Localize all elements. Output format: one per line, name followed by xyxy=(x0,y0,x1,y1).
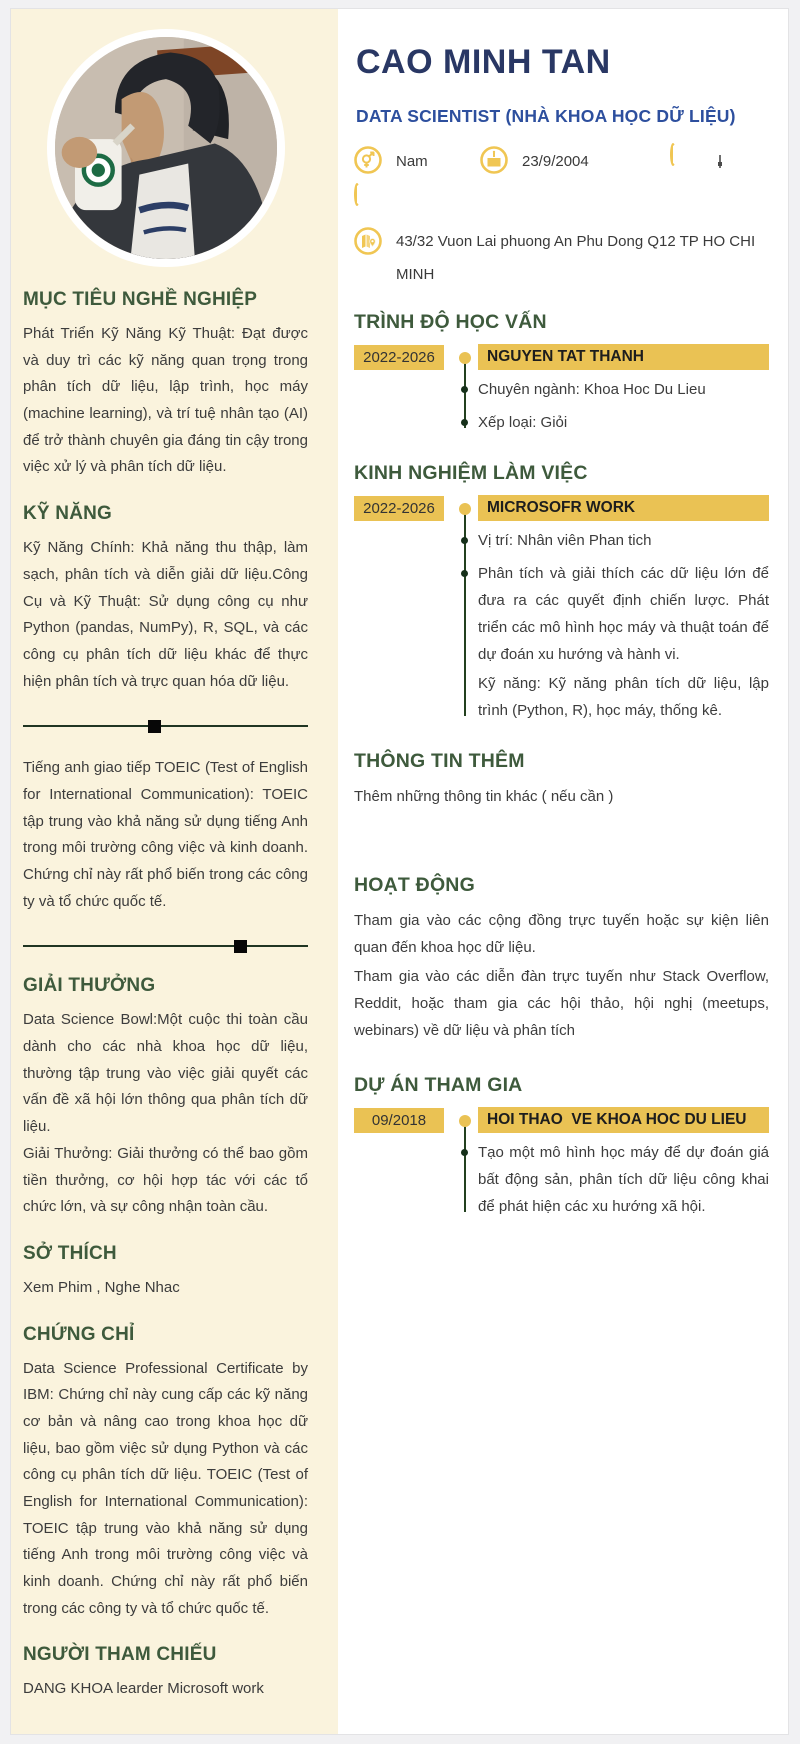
additional-body: Thêm những thông tin khác ( nếu cần ) xyxy=(354,788,614,805)
birthday-cake-icon xyxy=(480,146,508,174)
section-references xyxy=(23,1644,308,1703)
experience-title: KINH NGHIỆM LÀM VIỆC xyxy=(354,462,588,484)
divider-line xyxy=(23,945,234,947)
info-row-2 xyxy=(354,185,769,215)
awards-body-1: Data Science Bowl:Một cuộc thi toàn cầu dành cho các nhà khoa học dữ liệu, thường tập trung vào việc giải quyết các vấn đề xã hội lớn thông qua phân tích dữ liệu. xyxy=(23,1011,308,1136)
address-value: 43/32 Vuon Lai phuong An Phu Dong Q12 TP HO CHI MINH xyxy=(396,233,756,283)
spinner-icon xyxy=(354,186,382,214)
project-entry xyxy=(354,1107,769,1220)
section-hobbies xyxy=(23,1243,308,1302)
project-period-badge: 09/2018 xyxy=(354,1108,444,1133)
job-title: DATA SCIENTIST (NHÀ KHOA HỌC DỮ LIỆU) xyxy=(356,106,736,126)
activities-paragraph: Tham gia vào các cộng đồng trực tuyến hoặc sự kiện liên quan đến khoa học dữ liệu. xyxy=(354,912,769,956)
divider-line xyxy=(161,725,308,727)
experience-body xyxy=(464,495,769,724)
divider-square xyxy=(148,720,161,733)
personal-info xyxy=(354,145,769,291)
section-objective xyxy=(23,289,308,481)
timeline-line xyxy=(464,1116,466,1212)
project-body xyxy=(464,1107,769,1220)
hobbies-title: SỞ THÍCH xyxy=(23,1242,117,1264)
awards-title: GIẢI THƯỞNG xyxy=(23,975,156,997)
email-item xyxy=(354,186,396,214)
skills-body: Kỹ Năng Chính: Khả năng thu thập, làm sạch, phân tích và diễn giải dữ liệu.Công Cụ và Kỹ Thuật: Sử dụng công cụ như Python (pandas, NumPy), R, SQL, và các công cụ phân tích dữ liệu khác để thực hiện phân tích và trực quan hóa dữ liệu. xyxy=(23,539,308,690)
divider-line xyxy=(23,725,148,727)
section-skills xyxy=(23,503,308,695)
divider xyxy=(23,719,308,733)
gender-value: Nam xyxy=(396,152,428,170)
section-certificates xyxy=(23,1324,308,1623)
references-title: NGƯỜI THAM CHIẾU xyxy=(23,1644,217,1666)
info-row-1 xyxy=(354,145,769,175)
education-period-badge: 2022-2026 xyxy=(354,345,444,370)
school-name: NGUYEN TAT THANH xyxy=(478,344,769,370)
profile-photo-wrap xyxy=(23,29,308,267)
gender-item xyxy=(354,146,462,175)
language-note: Tiếng anh giao tiếp TOEIC (Test of English for International Communication): TOEIC tập trung vào khả năng sử dụng tiếng Anh trong môi trường công việc và kinh doanh. Chứng chỉ này rất phổ biến trong các công ty và tổ chức quốc tế. xyxy=(23,759,308,910)
education-title: TRÌNH ĐỘ HỌC VẤN xyxy=(354,311,547,333)
address-item xyxy=(354,225,769,291)
profile-photo xyxy=(55,37,277,259)
sidebar xyxy=(11,9,338,1734)
profile-photo-illustration xyxy=(55,37,277,259)
experience-note: Kỹ năng: Kỹ năng phân tích dữ liệu, lập trình (Python, R), học máy, thống kê. xyxy=(478,675,769,719)
section-awards xyxy=(23,975,308,1221)
project-name: HOI THAO VE KHOA HOC DU LIEU xyxy=(478,1107,769,1133)
main-content xyxy=(338,9,788,1734)
experience-entry xyxy=(354,495,769,724)
activities-title: HOẠT ĐỘNG xyxy=(354,874,475,896)
education-bullet: Xếp loại: Giỏi xyxy=(478,409,769,436)
experience-bullet: Vị trí: Nhân viên Phan tich xyxy=(478,527,769,554)
cv-page xyxy=(10,8,789,1735)
hobbies-body: Xem Phim , Nghe Nhac xyxy=(23,1278,180,1296)
info-row-3 xyxy=(354,225,769,291)
project-bullet: Tạo một mô hình học máy để dự đoán giá bất động sản, phân tích dữ liệu công khai để phát hiện các xu hướng xã hội. xyxy=(478,1139,769,1220)
divider xyxy=(23,939,308,953)
projects-title: DỰ ÁN THAM GIA xyxy=(354,1074,523,1096)
education-body xyxy=(464,344,769,436)
timeline-dot xyxy=(459,352,471,364)
certificates-title: CHỨNG CHỈ xyxy=(23,1323,135,1345)
objective-body: Phát Triển Kỹ Năng Kỹ Thuật: Đạt được và duy trì các kỹ năng quan trọng trong phân tích dữ liệu, lập trình, học máy (machine learning), và trí tuệ nhân tạo (AI) để trở thành chuyên gia đáng tin cậy trong việc xử lý và phân tích dữ liệu. xyxy=(23,325,308,476)
birthday-value: 23/9/2004 xyxy=(522,152,589,170)
gender-icon xyxy=(354,146,382,174)
timeline-dot xyxy=(459,1115,471,1127)
map-icon xyxy=(354,227,382,255)
timeline-line xyxy=(464,504,466,716)
awards-body-2: Giải Thưởng: Giải thưởng có thể bao gồm tiền thưởng, cơ hội hợp tác với các tổ chức lớn, và sự công nhận toàn cầu. xyxy=(23,1144,308,1216)
timeline-dot xyxy=(459,503,471,515)
divider-line xyxy=(247,945,308,947)
birthday-item xyxy=(480,146,640,175)
activities-paragraph: Tham gia vào các diễn đàn trực tuyến như Stack Overflow, Reddit, hoặc tham gia các hội thảo, hội nghị (meetups, webinars) về dữ liệu và phân tích xyxy=(354,968,769,1039)
education-entry xyxy=(354,344,769,436)
candidate-name: CAO MINH TAN xyxy=(356,43,611,81)
experience-period-badge: 2022-2026 xyxy=(354,496,444,521)
additional-title: THÔNG TIN THÊM xyxy=(354,750,525,772)
divider-square xyxy=(234,940,247,953)
stray-cursor-mark xyxy=(719,155,721,168)
company-name: MICROSOFR WORK xyxy=(478,495,769,521)
phone-item xyxy=(670,146,712,174)
profile-photo-ring xyxy=(47,29,285,267)
certificates-body: Data Science Professional Certificate by IBM: Chứng chỉ này cung cấp các kỹ năng cơ bản và nâng cao trong khoa học dữ liệu, bao gồm việc sử dụng Python và các công cụ phân tích dữ liệu. TOEIC (Test of English for International Communication): TOEIC tập trung vào khả năng sử dụng tiếng Anh trong môi trường công việc và kinh doanh. Chứng chỉ này rất phổ biến trong các công ty và tổ chức quốc tế. xyxy=(23,1359,308,1617)
skills-title: KỸ NĂNG xyxy=(23,503,113,525)
objective-title: MỤC TIÊU NGHỀ NGHIỆP xyxy=(23,289,258,310)
experience-bullet: Phân tích và giải thích các dữ liệu lớn để đưa ra các quyết định chiến lược. Phát triển các mô hình học máy và thuật toán để dự đoán xu hướng và hành vi. xyxy=(478,560,769,668)
education-bullet: Chuyên ngành: Khoa Hoc Du Lieu xyxy=(478,376,769,403)
references-body: DANG KHOA learder Microsoft work xyxy=(23,1680,264,1698)
spinner-icon xyxy=(670,146,698,174)
